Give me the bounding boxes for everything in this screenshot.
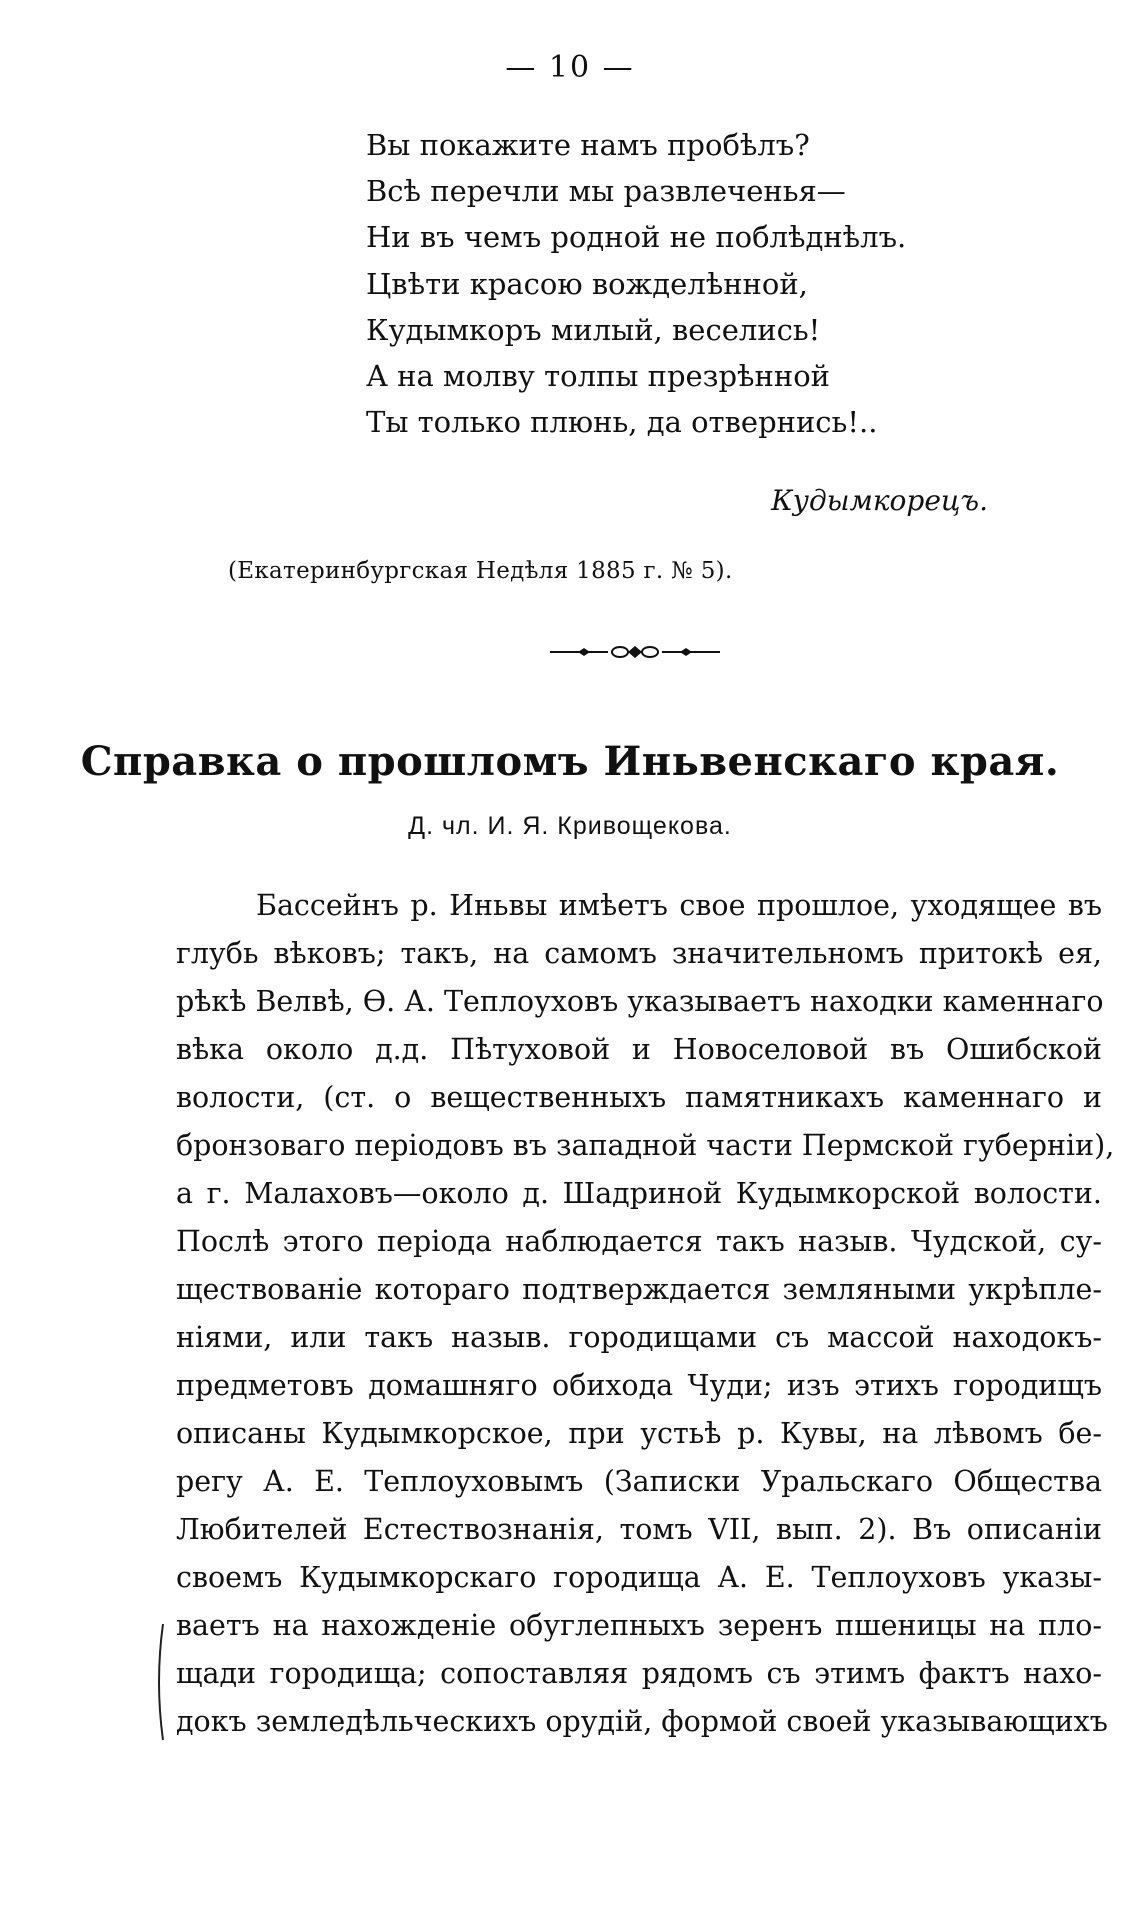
poem xyxy=(366,122,906,445)
body-line: своемъ Кудымкорскаго городища А. Е. Теплоуховъ указы- xyxy=(176,1561,1102,1594)
poem-line: Цвѣти красою вожделѣнной, xyxy=(366,266,808,301)
body-line: волости, (ст. о вещественныхъ памятникахъ каменнаго и xyxy=(176,1081,1102,1114)
poem-line: Ни въ чемъ родной не поблѣднѣлъ. xyxy=(366,220,907,255)
page-number: — 10 — xyxy=(505,50,635,85)
body-line: рѣкѣ Велвѣ, Ѳ. А. Теплоуховъ указываетъ находки каменнаго xyxy=(176,985,1104,1018)
ornament-divider-icon xyxy=(550,640,720,664)
margin-bracket-icon xyxy=(152,1622,166,1742)
source-citation: (Екатеринбургская Недѣля 1885 г. № 5). xyxy=(228,558,733,584)
body-line: регу А. Е. Теплоуховымъ (Записки Уральскаго Общества xyxy=(176,1465,1102,1498)
body-line: докъ земледѣльческихъ орудій, формой своей указывающихъ xyxy=(176,1705,1108,1738)
poem-line: Вы покажите намъ пробѣлъ? xyxy=(366,128,810,162)
body-line: Послѣ этого періода наблюдается такъ назыв. Чудской, су- xyxy=(176,1225,1102,1258)
body-line: а г. Малаховъ—около д. Шадриной Кудымкорской волости. xyxy=(176,1177,1102,1210)
body-line: ваетъ на нахожденіе обуглепныхъ зеренъ пшеницы на пло- xyxy=(176,1609,1102,1642)
body-line: бронзоваго періодовъ въ западной части Пермской губерніи), xyxy=(176,1129,1115,1162)
poem-signature: Кудымкорецъ. xyxy=(771,484,988,517)
article-author: Д. чл. И. Я. Кривощекова. xyxy=(408,812,732,840)
poem-line: Ты только плюнь, да отвернись!.. xyxy=(366,405,878,440)
body-line: Бассейнъ р. Иньвы имѣетъ свое прошлое, уходящее въ xyxy=(256,889,1102,922)
body-line: щади городища; сопоставляя рядомъ съ этимъ фактъ нахо- xyxy=(176,1657,1102,1690)
poem-line: Всѣ перечли мы развлеченья— xyxy=(366,174,846,209)
body-line: вѣка около д.д. Пѣтуховой и Новоселовой въ Ошибской xyxy=(176,1033,1102,1066)
poem-line: Кудымкоръ милый, веселись! xyxy=(366,312,821,347)
body-line: Любителей Естествознанія, томъ VII, вып. 2). Въ описаніи xyxy=(176,1513,1102,1546)
article-title: Справка о прошломъ Иньвенскаго края. xyxy=(80,738,1060,785)
body-line: предметовъ домашняго обихода Чуди; изъ этихъ городищъ xyxy=(176,1369,1102,1402)
article-body xyxy=(176,882,1115,1746)
body-line: ніями, или такъ назыв. городищами съ массой находокъ- xyxy=(176,1321,1102,1354)
body-line: глубь вѣковъ; такъ, на самомъ значительномъ притокѣ ея, xyxy=(176,937,1102,970)
poem-line: А на молву толпы презрѣнной xyxy=(366,359,830,394)
body-line: ществованіе котораго подтверждается земляными укрѣпле- xyxy=(176,1273,1102,1306)
body-line: описаны Кудымкорское, при устьѣ р. Кувы, на лѣвомъ бе- xyxy=(176,1417,1102,1450)
